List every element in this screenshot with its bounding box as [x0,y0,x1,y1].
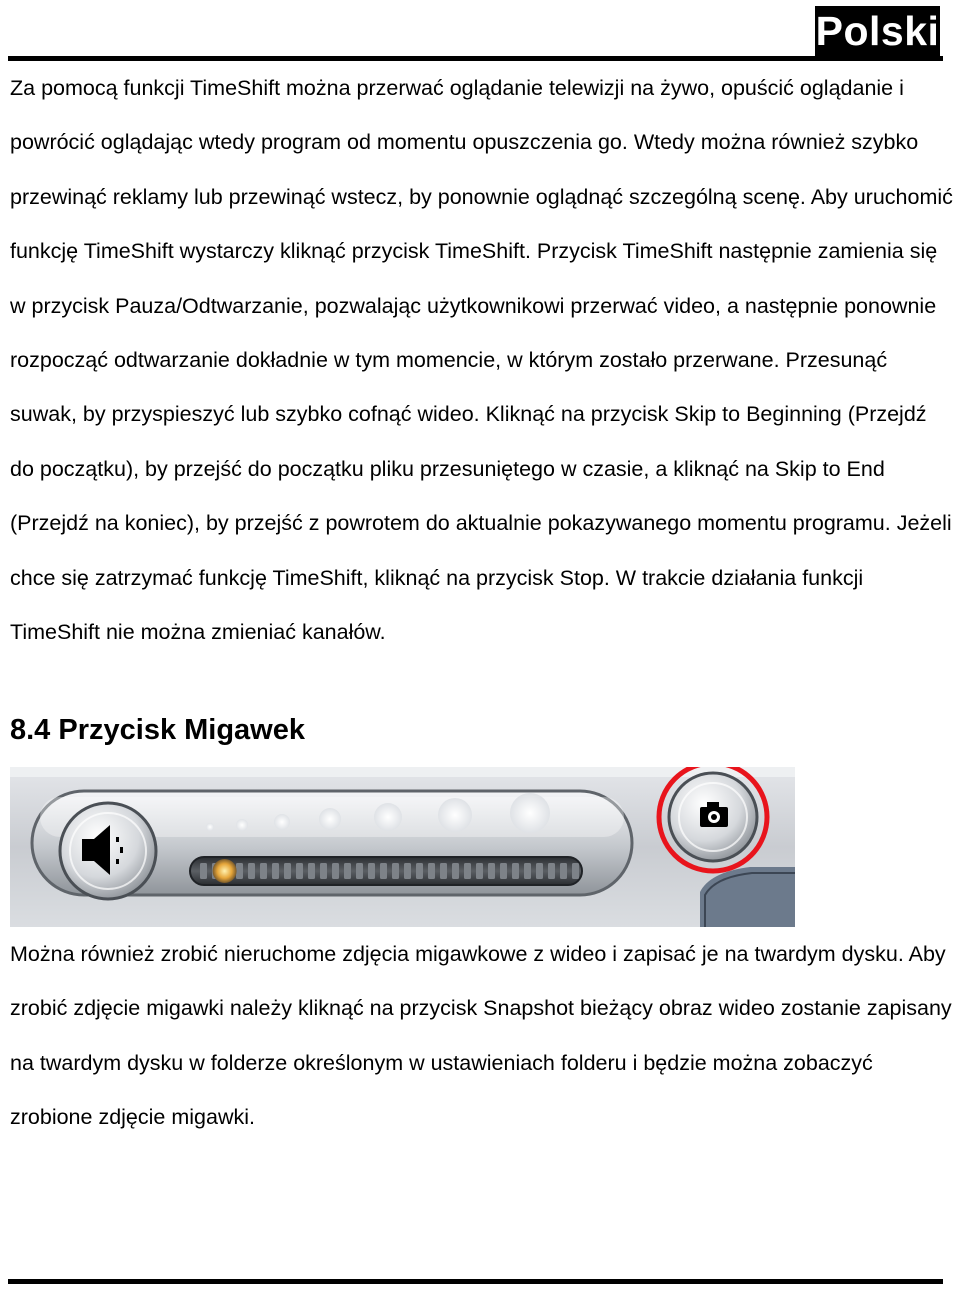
volume-tick [524,863,531,879]
volume-tick [296,863,303,879]
volume-tick [440,863,447,879]
volume-level-indicator [213,859,237,883]
volume-tick [404,863,411,879]
volume-tick [452,863,459,879]
volume-tick [284,863,291,879]
volume-tick [560,863,567,879]
volume-slider[interactable] [190,857,582,885]
volume-tick [512,863,519,879]
volume-tick [476,863,483,879]
timeshift-paragraph: Za pomocą funkcji TimeShift można przerwać oglądanie telewizji na żywo, opuścić oglądanie i powrócić oglądając wtedy program od momentu opuszczenia go. Wtedy można również szybko przewinąć reklamy lub przewinąć wstecz, by ponownie oglądnąć szczególną scenę. Aby uruchomić funkcję TimeShift wystarczy kliknąć przycisk TimeShift. Przycisk TimeShift następnie zamienia się w przycisk Pauza/Odtwarzanie, pozwalając użytkownikowi przerwać video, a następnie ponownie rozpocząć odtwarzanie dokładnie w tym momencie, w którym zostało przerwane. Przesunąć suwak, by przyspieszyć lub szybko cofnąć wideo. Kliknąć na przycisk Skip to Beginning (Przejdź do początku), by przejść do początku pliku przesuniętego w czasie, a kliknąć na Skip to End (Przejdź na koniec), by przejść z powrotem do aktualnie pokazywanego momentu programu. Jeżeli chce się zatrzymać funkcję TimeShift, kliknąć na przycisk Stop. W trakcie działania funkcji TimeShift nie można zmieniać kanałów. [10,76,953,645]
volume-tick [536,863,543,879]
section-heading: 8.4 Przycisk Migawek [10,714,305,746]
language-badge: Polski [815,8,940,54]
volume-tick [392,863,399,879]
volume-tick [356,863,363,879]
snapshot-paragraph: Można również zrobić nieruchome zdjęcia migawkowe z wideo i zapisać je na twardym dysku. Aby zrobić zdjęcie migawki należy kliknąć na przycisk Snapshot bieżący obraz wideo zostanie zapisany na twardym dysku w folderze określonym w ustawieniach folderu i będzie można zobaczyć zrobione zdjęcie migawki. [10,942,952,1130]
volume-tick [464,863,471,879]
volume-tick [248,863,255,879]
volume-tick [332,863,339,879]
volume-tick [368,863,375,879]
volume-tick [428,863,435,879]
volume-tick [272,863,279,879]
volume-tick [488,863,495,879]
volume-tick [308,863,315,879]
volume-tick [380,863,387,879]
volume-tick [236,863,243,879]
speaker-button[interactable] [60,803,156,899]
volume-tick [572,863,579,879]
volume-tick [344,863,351,879]
footer-rule [8,1279,943,1284]
volume-tick [416,863,423,879]
volume-tick [200,863,207,879]
volume-tick [260,863,267,879]
volume-tick [500,863,507,879]
snapshot-player-figure [10,767,795,927]
volume-tick [548,863,555,879]
volume-tick [320,863,327,879]
